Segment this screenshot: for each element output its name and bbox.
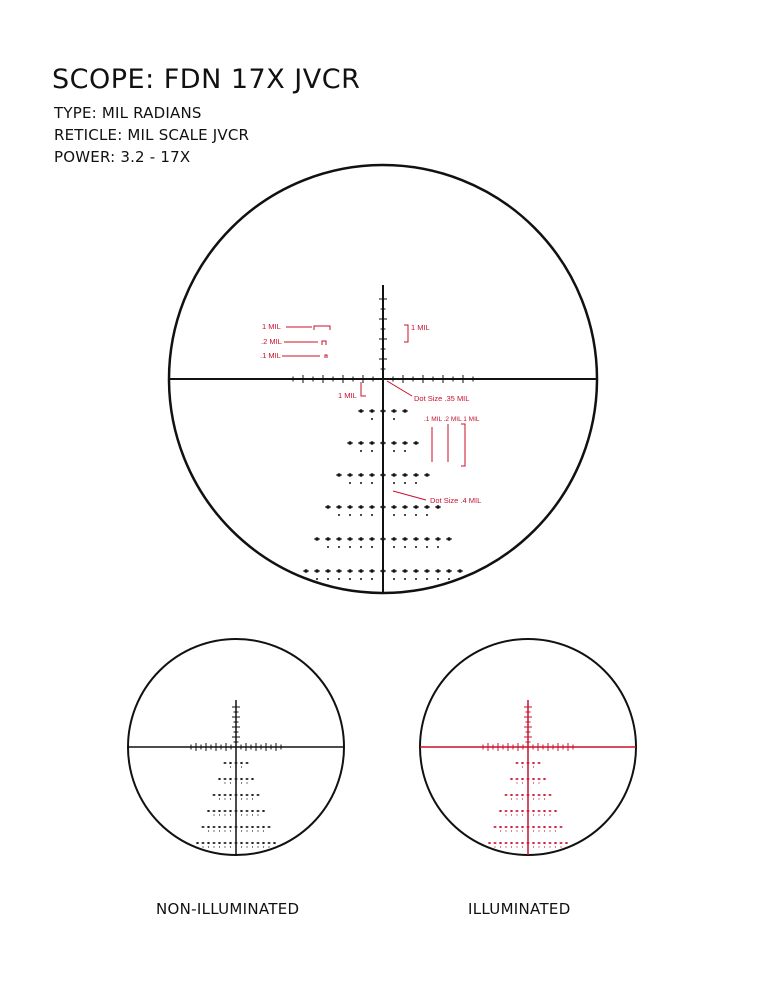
ladder-sub-dot <box>494 846 495 847</box>
ladder-sub-dot <box>246 830 247 831</box>
ladder-sub-dot <box>549 846 550 847</box>
ladder-sub-dot <box>219 814 220 815</box>
ladder-sub-dot <box>522 830 523 831</box>
ladder-sub-dot <box>382 546 384 548</box>
ladder-sub-dot <box>437 546 439 548</box>
ladder-sub-dot <box>208 846 209 847</box>
ladder-sub-dot <box>404 450 406 452</box>
ladder-sub-dot <box>338 514 340 516</box>
ladder-sub-dot <box>235 782 236 783</box>
ladder-sub-dot <box>516 830 517 831</box>
ladder-sub-dot <box>393 482 395 484</box>
ladder-sub-dot <box>393 546 395 548</box>
ladder-sub-dot <box>549 814 550 815</box>
one-mil-center-bracket <box>361 382 366 396</box>
ladder-sub-dot <box>241 782 242 783</box>
ladder-sub-dot <box>500 846 501 847</box>
ladder-sub-dot <box>522 782 523 783</box>
ladder-sub-dot <box>263 846 264 847</box>
ladder-sub-dot <box>516 846 517 847</box>
ladder-sub-dot <box>555 846 556 847</box>
ladder-sub-dot <box>257 814 258 815</box>
ladder-sub-dot <box>415 514 417 516</box>
ladder-sub-dot <box>544 798 545 799</box>
main-annotations <box>282 325 465 500</box>
ladder-sub-dot <box>224 846 225 847</box>
ladder-sub-dot <box>246 846 247 847</box>
ladder-sub-dot <box>241 846 242 847</box>
ladder-sub-dot <box>511 798 512 799</box>
ladder-sub-dot <box>219 798 220 799</box>
ladder-sub-dot <box>224 782 225 783</box>
ladder-sub-dot <box>213 830 214 831</box>
ladder-sub-dot <box>393 578 395 580</box>
ladder-sub-dot <box>415 546 417 548</box>
scope-title: SCOPE: FDN 17X JVCR <box>52 64 361 95</box>
ladder-sub-dot <box>230 798 231 799</box>
ladder-sub-dot <box>527 782 528 783</box>
one-mil-right-bracket <box>404 325 408 342</box>
ladder-sub-dot <box>527 798 528 799</box>
ladder-sub-dot <box>527 846 528 847</box>
label-one-mil-center: 1 MIL <box>338 391 357 400</box>
ladder-sub-dot <box>448 578 450 580</box>
ladder-sub-dot <box>371 450 373 452</box>
ladder-sub-dot <box>349 578 351 580</box>
non-illuminated-scope <box>128 639 344 855</box>
ladder-sub-dot <box>538 798 539 799</box>
ladder-sub-dot <box>533 798 534 799</box>
ladder-sub-dot <box>208 830 209 831</box>
ladder-sub-dot <box>219 830 220 831</box>
ladder-sub-dot <box>246 782 247 783</box>
ladder-sub-dot <box>252 846 253 847</box>
ladder-sub-dot <box>544 846 545 847</box>
ladder-sub-dot <box>549 830 550 831</box>
ladder-sub-dot <box>404 578 406 580</box>
ladder-sub-dot <box>360 450 362 452</box>
ladder-sub-dot <box>202 846 203 847</box>
ladder-sub-dot <box>241 766 242 767</box>
ladder-sub-dot <box>544 830 545 831</box>
ladder-sub-dot <box>505 846 506 847</box>
ladder-sub-dot <box>527 766 528 767</box>
ladder-sub-dot <box>252 798 253 799</box>
ladder-sub-dot <box>235 798 236 799</box>
ladder-sub-dot <box>393 450 395 452</box>
ladder-sub-dot <box>415 578 417 580</box>
ladder-sub-dot <box>533 846 534 847</box>
main-scope <box>169 165 597 593</box>
ladder-sub-dot <box>415 482 417 484</box>
ladder-sub-dot <box>338 578 340 580</box>
ladder-sub-dot <box>268 846 269 847</box>
ladder-sub-dot <box>224 798 225 799</box>
ladder-sub-dot <box>241 814 242 815</box>
ladder-sub-dot <box>252 814 253 815</box>
ladder-sub-dot <box>230 782 231 783</box>
ladder-sub-dot <box>527 830 528 831</box>
ladder-sub-dot <box>382 418 384 420</box>
label-small-scale: .1 MIL .2 MIL 1 MIL <box>424 416 480 423</box>
ladder-sub-dot <box>360 546 362 548</box>
label-dot-size-35: Dot Size .35 MIL <box>414 394 470 403</box>
ladder-sub-dot <box>213 846 214 847</box>
ladder-sub-dot <box>505 830 506 831</box>
ladder-sub-dot <box>338 546 340 548</box>
illuminated-scope <box>420 639 636 855</box>
ladder-sub-dot <box>522 846 523 847</box>
ladder-sub-dot <box>426 546 428 548</box>
ladder-sub-dot <box>257 830 258 831</box>
ladder-sub-dot <box>382 450 384 452</box>
ladder-sub-dot <box>404 546 406 548</box>
ladder-sub-dot <box>426 514 428 516</box>
ladder-sub-dot <box>349 546 351 548</box>
ladder-sub-dot <box>538 814 539 815</box>
ladder-sub-dot <box>235 830 236 831</box>
ladder-sub-dot <box>360 482 362 484</box>
ladder-sub-dot <box>230 766 231 767</box>
ladder-sub-dot <box>230 814 231 815</box>
ladder-sub-dot <box>235 766 236 767</box>
ladder-sub-dot <box>360 578 362 580</box>
ladder-sub-dot <box>505 814 506 815</box>
ladder-sub-dot <box>516 782 517 783</box>
power-spec: POWER: 3.2 - 17X <box>54 148 191 166</box>
ladder-sub-dot <box>544 814 545 815</box>
ladder-sub-dot <box>511 846 512 847</box>
ladder-sub-dot <box>382 578 384 580</box>
ladder-sub-dot <box>230 830 231 831</box>
reticle-spec: RETICLE: MIL SCALE JVCR <box>54 126 250 144</box>
ladder-sub-dot <box>252 830 253 831</box>
ladder-sub-dot <box>382 482 384 484</box>
ladder-sub-dot <box>533 830 534 831</box>
label-one-mil: 1 MIL <box>262 322 281 331</box>
ladder-sub-dot <box>230 846 231 847</box>
ladder-sub-dot <box>349 514 351 516</box>
label-point-two-mil: .2 MIL <box>261 337 282 346</box>
ladder-sub-dot <box>533 766 534 767</box>
ladder-sub-dot <box>224 830 225 831</box>
ladder-sub-dot <box>500 830 501 831</box>
ladder-sub-dot <box>511 814 512 815</box>
dot-size-4-leader <box>393 491 426 500</box>
ladder-sub-dot <box>371 546 373 548</box>
ladder-sub-dot <box>426 578 428 580</box>
ladder-sub-dot <box>538 782 539 783</box>
ladder-sub-dot <box>382 514 384 516</box>
ladder-sub-dot <box>538 830 539 831</box>
ladder-sub-dot <box>371 578 373 580</box>
ladder-sub-dot <box>555 830 556 831</box>
ladder-sub-dot <box>560 846 561 847</box>
non-illuminated-caption: NON-ILLUMINATED <box>156 900 300 918</box>
ladder-sub-dot <box>327 546 329 548</box>
ladder-sub-dot <box>316 578 318 580</box>
ladder-sub-dot <box>538 846 539 847</box>
ladder-sub-dot <box>371 418 373 420</box>
ladder-sub-dot <box>533 814 534 815</box>
ladder-sub-dot <box>235 814 236 815</box>
type-spec: TYPE: MIL RADIANS <box>54 104 202 122</box>
point-two-mil-bracket <box>322 341 326 345</box>
ladder-sub-dot <box>393 514 395 516</box>
ladder-sub-dot <box>327 578 329 580</box>
ladder-sub-dot <box>371 482 373 484</box>
ladder-sub-dot <box>393 418 395 420</box>
ladder-sub-dot <box>516 798 517 799</box>
one-mil-bracket <box>314 326 330 330</box>
ladder-sub-dot <box>522 766 523 767</box>
ladder-sub-dot <box>533 782 534 783</box>
ladder-sub-dot <box>246 814 247 815</box>
ladder-sub-dot <box>241 798 242 799</box>
ladder-sub-dot <box>360 514 362 516</box>
ladder-sub-dot <box>511 830 512 831</box>
ladder-sub-dot <box>219 846 220 847</box>
ladder-sub-dot <box>241 830 242 831</box>
ladder-sub-dot <box>246 798 247 799</box>
label-one-mil-right: 1 MIL <box>411 323 430 332</box>
ladder-sub-dot <box>213 814 214 815</box>
ladder-sub-dot <box>404 482 406 484</box>
illuminated-caption: ILLUMINATED <box>468 900 571 918</box>
ladder-sub-dot <box>404 514 406 516</box>
dot-size-35-leader <box>387 381 412 396</box>
label-dot-size-4: Dot Size .4 MIL <box>430 496 482 505</box>
ladder-sub-dot <box>527 814 528 815</box>
ladder-sub-dot <box>522 798 523 799</box>
ladder-sub-dot <box>516 814 517 815</box>
ladder-sub-dot <box>349 482 351 484</box>
ladder-sub-dot <box>437 578 439 580</box>
point-one-mil-bracket <box>325 355 327 358</box>
ladder-sub-dot <box>263 830 264 831</box>
ladder-sub-dot <box>224 814 225 815</box>
ladder-sub-dot <box>371 514 373 516</box>
small-bracket-3 <box>461 424 465 466</box>
label-point-one-mil: .1 MIL <box>260 351 281 360</box>
ladder-sub-dot <box>235 846 236 847</box>
ladder-sub-dot <box>522 814 523 815</box>
ladder-sub-dot <box>257 846 258 847</box>
